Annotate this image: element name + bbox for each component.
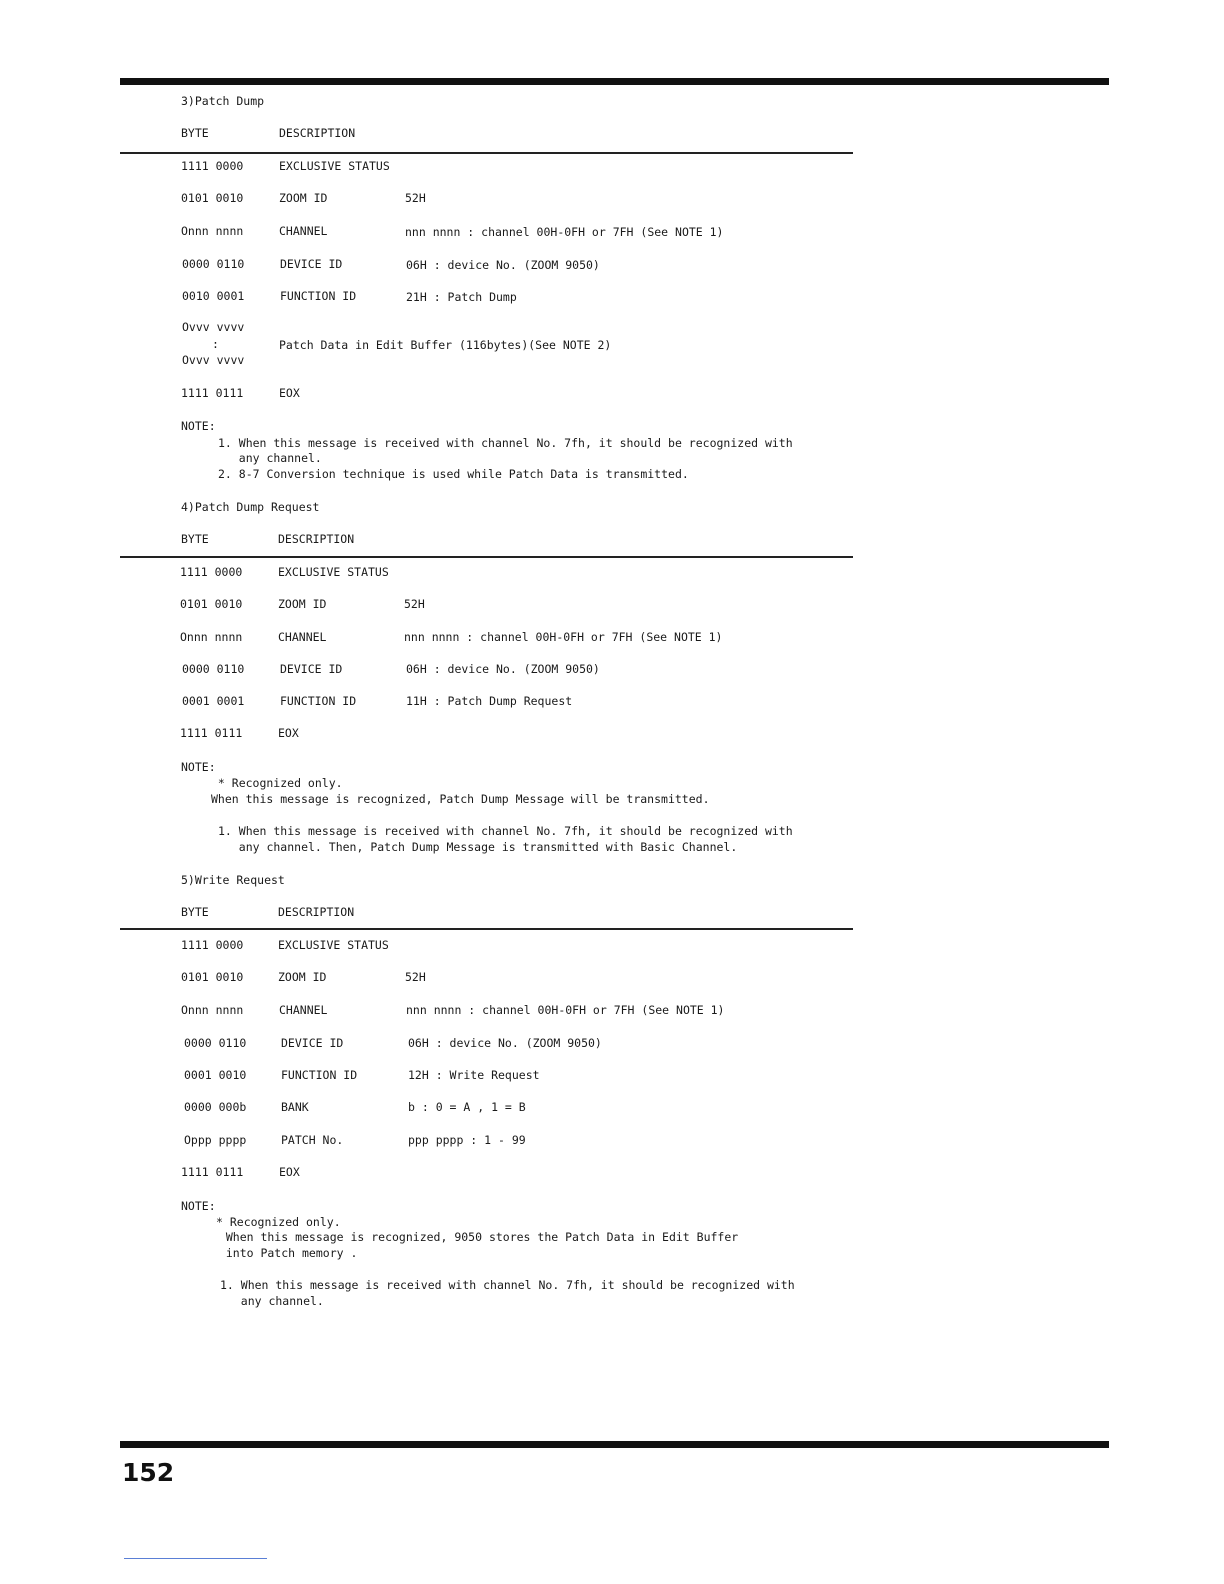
note-item: 1. When this message is received with channel No. 7fh, it should be recognized with [218,436,793,450]
detail-cell: 52H [405,191,426,205]
byte-cell: 1111 0111 [180,726,243,740]
desc-cell: Patch Data in Edit Buffer (116bytes)(See NOTE 2) [279,338,612,352]
desc-cell: EOX [279,1165,300,1179]
footer-link-underline [124,1558,267,1559]
byte-cell: Onnn nnnn [180,630,243,644]
desc-cell: EXCLUSIVE STATUS [278,565,389,579]
desc-cell: PATCH No. [281,1133,344,1147]
byte-cell: Ovvv vvvv [182,320,245,334]
desc-cell: EOX [278,726,299,740]
detail-cell: ppp pppp : 1 - 99 [408,1133,526,1147]
desc-cell: EOX [279,386,300,400]
byte-cell: 0000 000b [184,1100,247,1114]
byte-cell: 0001 0001 [182,694,245,708]
table-header-rule [120,556,853,558]
ellipsis-colon: : [212,337,219,351]
detail-cell: 06H : device No. (ZOOM 9050) [408,1036,602,1050]
byte-cell: 0101 0010 [181,970,244,984]
table-header-rule [120,152,853,154]
detail-cell: 06H : device No. (ZOOM 9050) [406,662,600,676]
byte-cell: Onnn nnnn [181,224,244,238]
detail-cell: 06H : device No. (ZOOM 9050) [406,258,600,272]
byte-cell: 0000 0110 [182,662,245,676]
section-title: 5)Write Request [181,873,285,887]
detail-cell: nnn nnnn : channel 00H-0FH or 7FH (See NOTE 1) [405,225,724,239]
desc-cell: EXCLUSIVE STATUS [278,938,389,952]
detail-cell: nnn nnnn : channel 00H-0FH or 7FH (See NOTE 1) [404,630,723,644]
bottom-rule [120,1441,1109,1448]
desc-cell: DEVICE ID [280,257,343,271]
byte-cell: 0000 0110 [182,257,245,271]
col-header-byte: BYTE [181,532,209,546]
detail-cell: nnn nnnn : channel 00H-0FH or 7FH (See NOTE 1) [406,1003,725,1017]
table-header-rule [120,928,853,930]
byte-cell: 0101 0010 [180,597,243,611]
desc-cell: FUNCTION ID [280,289,357,303]
note-intro: When this message is recognized, Patch Dump Message will be transmitted. [211,792,710,806]
detail-cell: 11H : Patch Dump Request [406,694,573,708]
byte-cell: 1111 0000 [181,159,244,173]
detail-cell: 52H [404,597,425,611]
page-number: 152 [122,1458,175,1487]
detail-cell: 52H [405,970,426,984]
byte-cell: 1111 0111 [181,1165,244,1179]
desc-cell: DEVICE ID [281,1036,344,1050]
byte-cell: 1111 0000 [180,565,243,579]
note-label: NOTE: [181,760,216,774]
col-header-byte: BYTE [181,126,209,140]
note-intro: When this message is recognized, 9050 stores the Patch Data in Edit Buffer [212,1230,739,1244]
desc-cell: CHANNEL [279,224,328,238]
desc-cell: FUNCTION ID [281,1068,358,1082]
desc-cell: CHANNEL [279,1003,328,1017]
byte-cell: Oppp pppp [184,1133,247,1147]
byte-cell: 0000 0110 [184,1036,247,1050]
byte-cell: 0001 0010 [184,1068,247,1082]
col-header-description: DESCRIPTION [279,126,356,140]
detail-cell: b : 0 = A , 1 = B [408,1100,526,1114]
byte-cell: 0101 0010 [181,191,244,205]
detail-cell: 21H : Patch Dump [406,290,517,304]
note-item: 2. 8-7 Conversion technique is used while Patch Data is transmitted. [218,467,689,481]
section-title: 3)Patch Dump [181,94,265,108]
note-intro: * Recognized only. [216,1215,341,1229]
desc-cell: DEVICE ID [280,662,343,676]
note-item: 1. When this message is received with channel No. 7fh, it should be recognized with [220,1278,795,1292]
byte-cell: 1111 0000 [181,938,244,952]
top-rule [120,78,1109,85]
section-title: 4)Patch Dump Request [181,500,320,514]
col-header-description: DESCRIPTION [278,532,355,546]
byte-cell: Ovvv vvvv [182,353,245,367]
desc-cell: ZOOM ID [278,970,327,984]
desc-cell: FUNCTION ID [280,694,357,708]
note-intro: * Recognized only. [211,776,343,790]
desc-cell: ZOOM ID [278,597,327,611]
detail-cell: 12H : Write Request [408,1068,540,1082]
note-item: any channel. [218,451,322,465]
note-item: 1. When this message is received with channel No. 7fh, it should be recognized with [218,824,793,838]
desc-cell: EXCLUSIVE STATUS [279,159,390,173]
desc-cell: ZOOM ID [279,191,328,205]
desc-cell: BANK [281,1100,309,1114]
col-header-description: DESCRIPTION [278,905,355,919]
note-label: NOTE: [181,1199,216,1213]
byte-cell: 0010 0001 [182,289,245,303]
desc-cell: CHANNEL [278,630,327,644]
byte-cell: Onnn nnnn [181,1003,244,1017]
note-item: any channel. Then, Patch Dump Message is transmitted with Basic Channel. [218,840,738,854]
byte-cell: 1111 0111 [181,386,244,400]
col-header-byte: BYTE [181,905,209,919]
note-label: NOTE: [181,419,216,433]
note-intro: into Patch memory . [212,1246,358,1260]
note-item: any channel. [220,1294,324,1308]
